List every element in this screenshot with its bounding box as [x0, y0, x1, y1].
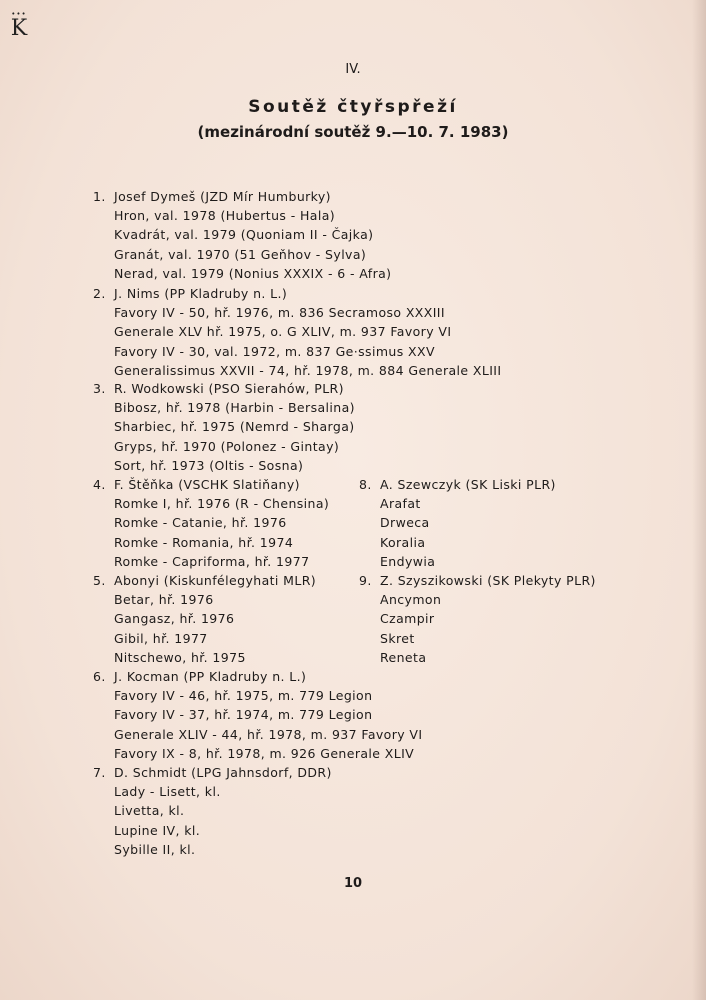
- entry-horse: Ancymon: [380, 592, 442, 608]
- entry-horse: Nitschewo, hř. 1975: [114, 649, 246, 665]
- list-item: [93, 187, 392, 283]
- entry-horse: Generalissimus XXVII - 74, hř. 1978, m. 884 Generale XLIII: [114, 362, 502, 378]
- entry-driver: J. Nims (PP Kladruby n. L.): [114, 286, 288, 301]
- list-item: [93, 763, 332, 859]
- page-title: Soutěž čtyřspřeží: [248, 97, 458, 117]
- entry-driver: Z. Szyszikowski (SK Plekyty PLR): [380, 573, 596, 588]
- entry-horse: Generale XLIV - 44, hř. 1978, m. 937 Favory VI: [114, 726, 423, 742]
- entry-horse: Sybille II, kl.: [114, 841, 196, 857]
- entry-horse: Romke - Catanie, hř. 1976: [114, 515, 287, 531]
- entry-driver: F. Štěňka (VSCHK Slatiňany): [114, 477, 300, 492]
- entry-horse: Romke I, hř. 1976 (R - Chensina): [114, 496, 330, 512]
- entry-driver: A. Szewczyk (SK Liski PLR): [380, 477, 556, 492]
- entry-horse: Romke - Romania, hř. 1974: [114, 534, 294, 550]
- entry-horse: Sort, hř. 1973 (Oltis - Sosna): [114, 457, 304, 473]
- entry-driver: Abonyi (Kiskunfélegyhati MLR): [114, 573, 317, 588]
- entry-number: 1.: [93, 189, 106, 204]
- entry-number: 7.: [93, 765, 106, 780]
- entry-horse: Bibosz, hř. 1978 (Harbin - Bersalina): [114, 400, 355, 416]
- entry-horse: Betar, hř. 1976: [114, 592, 214, 608]
- entry-horse: Lady - Lisett, kl.: [114, 784, 221, 800]
- entry-horse: Gryps, hř. 1970 (Polonez - Gintay): [114, 438, 340, 454]
- entry-horse: Gibil, hř. 1977: [114, 630, 208, 646]
- list-item: [359, 475, 556, 571]
- entry-horse: Hron, val. 1978 (Hubertus - Hala): [114, 208, 336, 224]
- list-item: [93, 379, 355, 475]
- entry-horse: Generale XLV hř. 1975, o. G XLIV, m. 937 Favory VI: [114, 324, 452, 340]
- entry-driver: J. Kocman (PP Kladruby n. L.): [114, 669, 307, 684]
- entry-number: 3.: [93, 381, 106, 396]
- entry-horse: Lupine IV, kl.: [114, 822, 201, 838]
- entry-horse: Skret: [380, 630, 415, 646]
- page-number: 10: [343, 876, 363, 891]
- logo-letter: K: [10, 16, 28, 41]
- entry-horse: Gangasz, hř. 1976: [114, 611, 235, 627]
- entry-horse: Koralia: [380, 534, 426, 550]
- list-item: [93, 571, 317, 667]
- entry-driver: D. Schmidt (LPG Jahnsdorf, DDR): [114, 765, 332, 780]
- entry-horse: Romke - Capriforma, hř. 1977: [114, 553, 310, 569]
- list-item: [93, 475, 330, 571]
- entry-horse: Nerad, val. 1979 (Nonius XXXIX - 6 - Afra): [114, 265, 392, 281]
- entry-horse: Arafat: [380, 496, 421, 512]
- entry-horse: Drweca: [380, 515, 430, 531]
- entry-number: 6.: [93, 669, 106, 684]
- list-item: [93, 284, 502, 380]
- entry-horse: Sharbiec, hř. 1975 (Nemrd - Sharga): [114, 419, 355, 435]
- entry-number: 9.: [359, 573, 372, 588]
- entry-horse: Czampir: [380, 611, 435, 627]
- list-item: [93, 667, 423, 763]
- entry-horse: Favory IV - 37, hř. 1974, m. 779 Legion: [114, 707, 373, 723]
- entry-horse: Endywia: [380, 553, 436, 569]
- entry-number: 8.: [359, 477, 372, 492]
- entry-driver: R. Wodkowski (PSO Sierahów, PLR): [114, 381, 344, 396]
- page-subtitle: (mezinárodní soutěž 9.—10. 7. 1983): [197, 123, 509, 141]
- entry-horse: Kvadrát, val. 1979 (Quoniam II - Čajka): [114, 227, 374, 243]
- logo-dots: •••: [11, 10, 27, 18]
- entry-number: 5.: [93, 573, 106, 588]
- entry-horse: Favory IX - 8, hř. 1978, m. 926 Generale XLIV: [114, 745, 415, 761]
- entry-number: 2.: [93, 286, 106, 301]
- entry-horse: Granát, val. 1970 (51 Geňhov - Sylva): [114, 246, 367, 262]
- entry-horse: Favory IV - 50, hř. 1976, m. 836 Secramoso XXXIII: [114, 305, 445, 321]
- entry-horse: Favory IV - 46, hř. 1975, m. 779 Legion: [114, 688, 373, 704]
- entry-driver: Josef Dymeš (JZD Mír Humburky): [114, 189, 331, 204]
- k-logo-icon: [8, 10, 30, 50]
- entry-horse: Favory IV - 30, val. 1972, m. 837 Ge·ssimus XXV: [114, 343, 435, 359]
- list-item: [359, 571, 596, 667]
- entry-horse: Reneta: [380, 649, 427, 665]
- page-edge-shadow: [692, 0, 706, 1000]
- entry-number: 4.: [93, 477, 106, 492]
- entry-horse: Livetta, kl.: [114, 803, 185, 819]
- section-number: IV.: [345, 62, 361, 77]
